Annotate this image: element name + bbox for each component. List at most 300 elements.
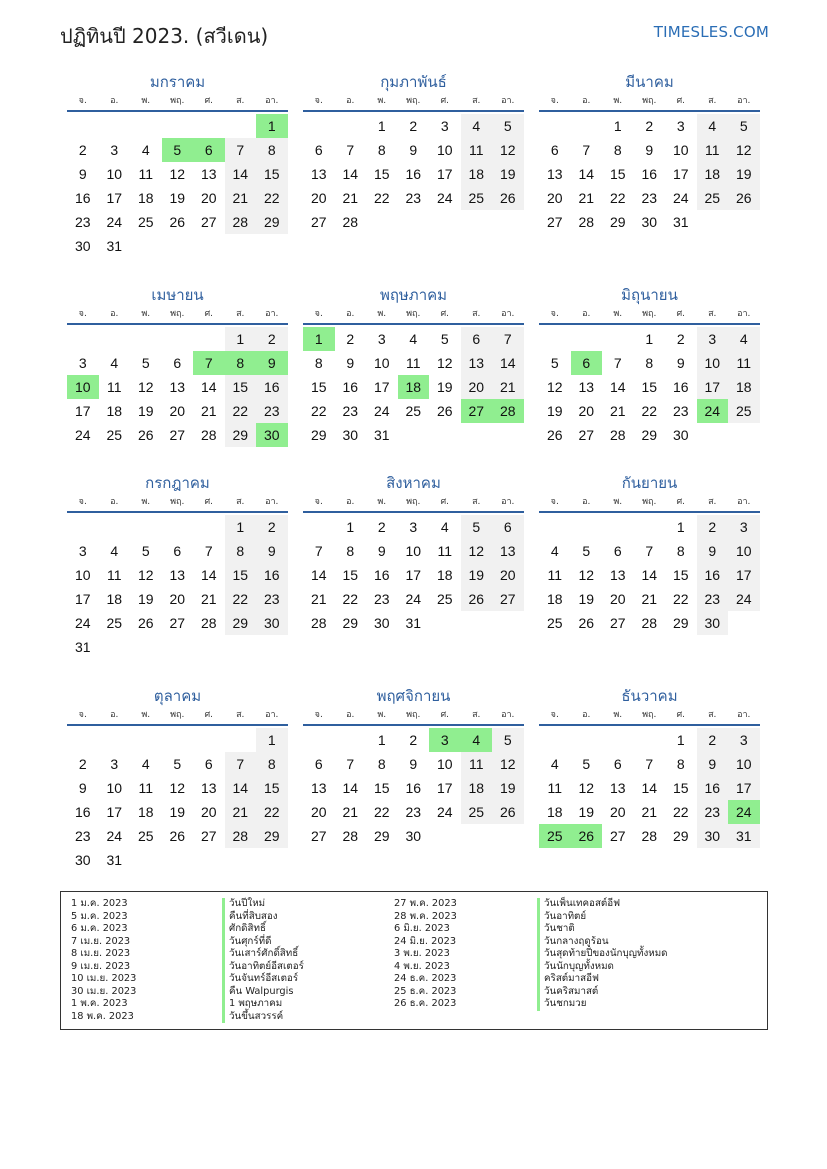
empty-cell (67, 327, 99, 351)
day-cell: 12 (728, 138, 760, 162)
page-title: ปฏิทินปี 2023. (สวีเดน) (60, 24, 269, 48)
holiday-day-cell: 9 (256, 351, 288, 375)
weekday-label: พฤ. (170, 710, 185, 720)
holiday-day-cell: 30 (256, 423, 288, 447)
legend-holiday-name: วันจันทร์อีสเตอร์ (222, 973, 304, 986)
day-cell: 4 (110, 543, 119, 559)
weekday-label: อ. (582, 497, 591, 507)
day-cell: 16 (256, 563, 288, 587)
day-cell: 2 (78, 756, 87, 772)
day-cell: 18 (137, 190, 154, 206)
day-cell: 23 (672, 403, 689, 419)
empty-cell (225, 728, 257, 752)
day-cell: 2 (409, 118, 418, 134)
day-cell: 15 (609, 166, 626, 182)
day-cell: 13 (546, 166, 563, 182)
weekday-label: อ. (110, 710, 119, 720)
day-cell: 19 (169, 190, 186, 206)
weekday-label: พฤ. (642, 710, 657, 720)
day-cell: 5 (173, 756, 182, 772)
day-cell: 22 (672, 804, 689, 820)
legend-holiday-name: วันเสาร์ศักดิ์สิทธิ์ (222, 948, 304, 961)
day-cell: 16 (697, 563, 729, 587)
day-cell: 8 (377, 142, 386, 158)
weekday-label: พฤ. (170, 96, 185, 106)
day-cell: 23 (256, 587, 288, 611)
days-grid (303, 327, 524, 447)
month-name: มกราคม (149, 73, 206, 91)
empty-cell (99, 515, 131, 539)
day-cell: 8 (256, 752, 288, 776)
day-cell: 13 (169, 567, 186, 583)
day-cell: 7 (346, 142, 355, 158)
day-cell: 15 (672, 780, 689, 796)
day-cell: 13 (492, 539, 524, 563)
day-cell: 10 (106, 166, 123, 182)
day-cell: 23 (373, 591, 390, 607)
day-cell: 7 (613, 355, 622, 371)
weekday-label: พฤ. (406, 497, 421, 507)
month-name: มีนาคม (625, 73, 674, 91)
empty-cell (193, 327, 225, 351)
day-cell: 25 (461, 186, 493, 210)
day-cell: 3 (440, 118, 449, 134)
day-cell: 27 (609, 828, 626, 844)
month-calendar (67, 684, 288, 872)
day-cell: 12 (137, 567, 154, 583)
weekday-header (539, 708, 760, 722)
day-cell: 10 (728, 752, 760, 776)
weekday-label: พ. (613, 710, 623, 720)
header-divider (303, 511, 524, 513)
empty-cell (67, 114, 99, 138)
day-cell: 29 (225, 423, 257, 447)
day-cell: 24 (74, 427, 91, 443)
day-cell: 20 (200, 804, 217, 820)
day-cell: 22 (256, 186, 288, 210)
month-calendar (303, 70, 524, 234)
day-cell: 19 (578, 804, 595, 820)
weekday-label: จ. (550, 710, 559, 720)
day-cell: 4 (110, 355, 119, 371)
empty-cell (162, 728, 194, 752)
weekday-label: ศ. (676, 96, 686, 106)
header-divider (67, 724, 288, 726)
day-cell: 5 (582, 756, 591, 772)
weekday-label: อา. (265, 497, 279, 507)
day-cell: 21 (225, 186, 257, 210)
day-cell: 22 (342, 591, 359, 607)
empty-cell (193, 114, 225, 138)
empty-cell (539, 515, 571, 539)
legend-date: 1 พ.ค. 2023 (71, 998, 128, 1009)
weekday-label: อ. (346, 309, 355, 319)
day-cell: 2 (78, 142, 87, 158)
holiday-day-cell: 24 (728, 800, 760, 824)
empty-cell (99, 327, 131, 351)
header-divider (67, 323, 288, 325)
day-cell: 4 (440, 519, 449, 535)
weekday-label: พ. (377, 96, 387, 106)
weekday-header (539, 94, 760, 108)
month-name: ตุลาคม (153, 687, 202, 705)
day-cell: 10 (697, 351, 729, 375)
weekday-label: อา. (737, 710, 751, 720)
empty-cell (225, 114, 257, 138)
day-cell: 12 (436, 355, 453, 371)
day-cell: 5 (440, 331, 449, 347)
day-cell: 12 (137, 379, 154, 395)
weekday-label: อา. (501, 96, 515, 106)
month-name: กันยายน (621, 474, 678, 492)
day-cell: 26 (169, 214, 186, 230)
day-cell: 29 (310, 427, 327, 443)
month-name: เมษายน (151, 286, 204, 304)
day-cell: 22 (373, 804, 390, 820)
day-cell: 22 (672, 591, 689, 607)
day-cell: 21 (225, 800, 257, 824)
day-cell: 3 (110, 142, 119, 158)
day-cell: 24 (436, 190, 453, 206)
weekday-label: อ. (582, 96, 591, 106)
legend-date: 18 พ.ค. 2023 (71, 1010, 134, 1022)
weekday-label: ศ. (204, 497, 214, 507)
legend-names-right (537, 898, 668, 1011)
day-cell: 6 (613, 543, 622, 559)
weekday-label: อา. (501, 497, 515, 507)
day-cell: 10 (436, 756, 453, 772)
day-cell: 29 (672, 615, 689, 631)
day-cell: 13 (200, 166, 217, 182)
legend-holiday-name: วันนักบุญทั้งหมด (537, 961, 668, 974)
header-divider (303, 323, 524, 325)
day-cell: 16 (405, 166, 422, 182)
day-cell: 25 (728, 399, 760, 423)
day-cell: 10 (436, 142, 453, 158)
day-cell: 11 (138, 166, 154, 182)
weekday-label: อา. (501, 309, 515, 319)
days-grid (303, 515, 524, 635)
weekday-label: พฤ. (642, 497, 657, 507)
holiday-day-cell: 27 (461, 399, 493, 423)
day-cell: 18 (461, 776, 493, 800)
day-cell: 16 (672, 379, 689, 395)
day-cell: 30 (405, 828, 422, 844)
legend-date: 4 พ.ย. 2023 (394, 960, 450, 972)
legend-holiday-name: ศักดิสิทธิ์ (222, 923, 304, 936)
day-cell: 23 (74, 828, 91, 844)
legend-holiday-name: วันคริสมาสต์ (537, 986, 668, 999)
days-grid (539, 728, 760, 848)
day-cell: 27 (169, 615, 186, 631)
day-cell: 7 (582, 142, 591, 158)
day-cell: 17 (373, 379, 390, 395)
day-cell: 19 (546, 403, 563, 419)
day-cell: 25 (106, 427, 123, 443)
day-cell: 18 (546, 591, 563, 607)
day-cell: 5 (141, 543, 150, 559)
day-cell: 26 (169, 828, 186, 844)
month-calendar (67, 471, 288, 659)
empty-cell (303, 728, 335, 752)
day-cell: 29 (256, 824, 288, 848)
month-calendar (539, 283, 760, 447)
month-name: กรกฎาคม (145, 474, 210, 492)
day-cell: 30 (373, 615, 390, 631)
legend-date: 9 เม.ย. 2023 (71, 960, 131, 972)
day-cell: 24 (405, 591, 422, 607)
holiday-day-cell: 28 (492, 399, 524, 423)
day-cell: 3 (110, 756, 119, 772)
day-cell: 27 (492, 587, 524, 611)
day-cell: 23 (641, 190, 658, 206)
day-cell: 27 (169, 427, 186, 443)
day-cell: 4 (550, 543, 559, 559)
day-cell: 17 (728, 563, 760, 587)
days-grid (539, 114, 760, 234)
holiday-day-cell: 8 (225, 351, 257, 375)
month-name: กุมภาพันธ์ (380, 73, 447, 91)
day-cell: 15 (373, 780, 390, 796)
weekday-label: ศ. (204, 309, 214, 319)
day-cell: 26 (578, 615, 595, 631)
day-cell: 14 (200, 379, 217, 395)
day-cell: 17 (106, 804, 123, 820)
day-cell: 12 (169, 166, 186, 182)
legend-date: 30 เม.ย. 2023 (71, 985, 137, 997)
day-cell: 23 (697, 800, 729, 824)
day-cell: 13 (609, 567, 626, 583)
day-cell: 17 (697, 375, 729, 399)
day-cell: 7 (314, 543, 323, 559)
day-cell: 9 (78, 780, 87, 796)
day-cell: 23 (405, 804, 422, 820)
day-cell: 24 (373, 403, 390, 419)
day-cell: 23 (74, 214, 91, 230)
day-cell: 16 (405, 780, 422, 796)
day-cell: 3 (676, 118, 685, 134)
day-cell: 28 (225, 824, 257, 848)
day-cell: 21 (492, 375, 524, 399)
day-cell: 27 (310, 214, 327, 230)
day-cell: 12 (578, 567, 595, 583)
day-cell: 24 (74, 615, 91, 631)
holiday-legend (60, 891, 768, 1030)
weekday-label: จ. (314, 710, 323, 720)
day-cell: 4 (141, 142, 150, 158)
day-cell: 18 (106, 403, 123, 419)
day-cell: 9 (676, 355, 685, 371)
day-cell: 18 (436, 567, 453, 583)
day-cell: 15 (256, 162, 288, 186)
day-cell: 31 (672, 214, 689, 230)
day-cell: 1 (676, 732, 685, 748)
day-cell: 25 (106, 615, 123, 631)
weekday-label: พ. (377, 309, 387, 319)
day-cell: 18 (106, 591, 123, 607)
day-cell: 20 (200, 190, 217, 206)
day-cell: 29 (609, 214, 626, 230)
day-cell: 14 (225, 162, 257, 186)
legend-date: 24 ธ.ค. 2023 (394, 973, 457, 984)
weekday-label: จ. (550, 497, 559, 507)
weekday-label: พฤ. (170, 497, 185, 507)
day-cell: 21 (641, 804, 658, 820)
month-calendar (539, 471, 760, 635)
empty-cell (162, 327, 194, 351)
weekday-label: อา. (501, 710, 515, 720)
weekday-label: จ. (78, 497, 87, 507)
day-cell: 20 (310, 190, 327, 206)
empty-cell (67, 728, 99, 752)
weekday-header (67, 708, 288, 722)
day-cell: 20 (492, 563, 524, 587)
day-cell: 18 (728, 375, 760, 399)
weekday-header (303, 94, 524, 108)
empty-cell (303, 114, 335, 138)
empty-cell (539, 114, 571, 138)
day-cell: 6 (173, 355, 182, 371)
legend-date: 5 ม.ค. 2023 (71, 910, 128, 922)
empty-cell (303, 515, 335, 539)
weekday-label: ศ. (440, 309, 450, 319)
holiday-day-cell: 5 (162, 138, 194, 162)
header-divider (539, 724, 760, 726)
weekday-label: พ. (613, 96, 623, 106)
day-cell: 15 (641, 379, 658, 395)
day-cell: 12 (546, 379, 563, 395)
empty-cell (193, 515, 225, 539)
day-cell: 28 (641, 828, 658, 844)
weekday-label: พ. (613, 309, 623, 319)
legend-date: 7 เม.ย. 2023 (71, 935, 131, 947)
day-cell: 30 (342, 427, 359, 443)
day-cell: 1 (377, 732, 386, 748)
day-cell: 7 (492, 327, 524, 351)
day-cell: 4 (728, 327, 760, 351)
day-cell: 7 (204, 543, 213, 559)
day-cell: 19 (492, 162, 524, 186)
day-cell: 27 (546, 214, 563, 230)
day-cell: 1 (613, 118, 622, 134)
empty-cell (335, 114, 367, 138)
day-cell: 17 (728, 776, 760, 800)
day-cell: 24 (728, 587, 760, 611)
holiday-day-cell: 26 (571, 824, 603, 848)
day-cell: 16 (373, 567, 390, 583)
day-cell: 21 (609, 403, 626, 419)
weekday-label: ศ. (204, 96, 214, 106)
day-cell: 18 (697, 162, 729, 186)
day-cell: 3 (377, 331, 386, 347)
day-cell: 31 (728, 824, 760, 848)
day-cell: 28 (578, 214, 595, 230)
day-cell: 14 (641, 567, 658, 583)
day-cell: 7 (645, 756, 654, 772)
site-brand-link[interactable]: TIMESLES.COM (653, 23, 769, 41)
day-cell: 11 (728, 351, 760, 375)
weekday-label: อา. (265, 710, 279, 720)
day-cell: 19 (137, 403, 154, 419)
header-divider (303, 724, 524, 726)
days-grid (303, 114, 524, 234)
day-cell: 6 (550, 142, 559, 158)
day-cell: 28 (225, 210, 257, 234)
weekday-label: จ. (78, 96, 87, 106)
day-cell: 6 (314, 142, 323, 158)
day-cell: 25 (461, 800, 493, 824)
day-cell: 19 (578, 591, 595, 607)
day-cell: 28 (641, 615, 658, 631)
day-cell: 16 (256, 375, 288, 399)
weekday-label: จ. (78, 309, 87, 319)
day-cell: 7 (346, 756, 355, 772)
day-cell: 26 (137, 615, 154, 631)
weekday-label: อา. (265, 96, 279, 106)
legend-date: 27 พ.ค. 2023 (394, 898, 457, 909)
day-cell: 20 (578, 403, 595, 419)
legend-date: 26 ธ.ค. 2023 (394, 998, 457, 1009)
day-cell: 4 (697, 114, 729, 138)
day-cell: 5 (492, 728, 524, 752)
day-cell: 29 (641, 427, 658, 443)
days-grid (539, 515, 760, 635)
day-cell: 28 (200, 615, 217, 631)
day-cell: 9 (409, 142, 418, 158)
weekday-label: พ. (141, 309, 151, 319)
month-name: พฤศจิกายน (376, 687, 451, 705)
weekday-label: อ. (582, 309, 591, 319)
weekday-label: ศ. (440, 710, 450, 720)
day-cell: 8 (676, 543, 685, 559)
day-cell: 4 (461, 114, 493, 138)
empty-cell (162, 515, 194, 539)
legend-date: 10 เม.ย. 2023 (71, 973, 137, 984)
legend-holiday-name: วันเพ็นเทคอสต์อีฟ (537, 898, 668, 911)
month-calendar (539, 70, 760, 234)
legend-holiday-name: วันอาทิตย์อีสเตอร์ (222, 961, 304, 974)
weekday-label: ส. (236, 96, 245, 106)
day-cell: 14 (200, 567, 217, 583)
month-name: มิถุนายน (621, 286, 678, 304)
day-cell: 29 (225, 611, 257, 635)
empty-cell (634, 515, 666, 539)
day-cell: 3 (78, 543, 87, 559)
weekday-label: อ. (110, 497, 119, 507)
day-cell: 14 (641, 780, 658, 796)
day-cell: 27 (200, 828, 217, 844)
weekday-label: ศ. (440, 96, 450, 106)
day-cell: 20 (609, 804, 626, 820)
weekday-label: จ. (314, 309, 323, 319)
weekday-label: พฤ. (170, 309, 185, 319)
day-cell: 17 (436, 780, 453, 796)
day-cell: 12 (578, 780, 595, 796)
legend-date: 6 ม.ค. 2023 (71, 923, 128, 934)
weekday-label: พฤ. (642, 96, 657, 106)
day-cell: 24 (106, 214, 123, 230)
holiday-day-cell: 10 (67, 375, 99, 399)
day-cell: 19 (137, 591, 154, 607)
empty-cell (193, 728, 225, 752)
day-cell: 13 (310, 166, 327, 182)
day-cell: 8 (225, 539, 257, 563)
days-grid (67, 114, 288, 258)
holiday-day-cell: 1 (303, 327, 335, 351)
header-divider (539, 110, 760, 112)
day-cell: 18 (461, 162, 493, 186)
weekday-label: ศ. (676, 497, 686, 507)
